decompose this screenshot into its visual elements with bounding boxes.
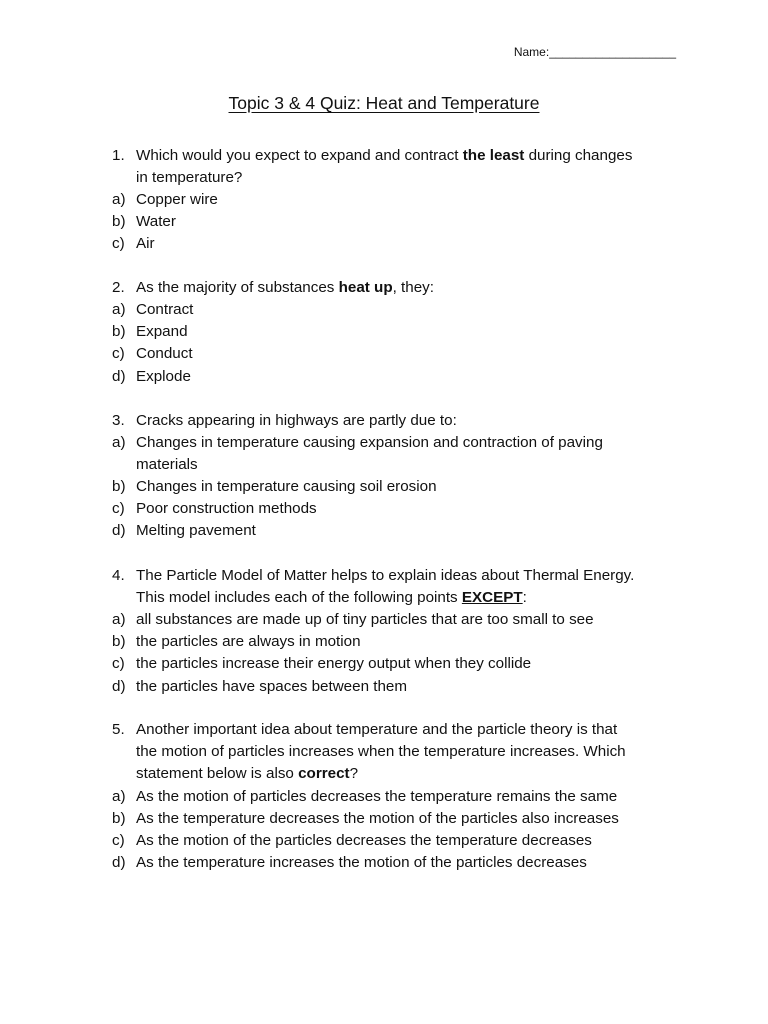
option-label: c) <box>112 832 125 849</box>
option-label: a) <box>112 611 126 628</box>
option-label: a) <box>112 191 126 208</box>
question-1-number: 1. <box>112 147 125 164</box>
emphasis: the least <box>462 147 525 164</box>
question-5-text-cont: the motion of particles increases when the temperature increases. Which <box>136 743 626 760</box>
question-4-text-cont: This model includes each of the following points EXCEPT: <box>136 589 527 606</box>
option-label: c) <box>112 500 125 517</box>
option-label: a) <box>112 434 126 451</box>
option-label: a) <box>112 788 126 805</box>
option-label: b) <box>112 323 126 340</box>
option-label: c) <box>112 345 125 362</box>
question-4-option-d[interactable]: the particles have spaces between them <box>136 678 408 695</box>
question-5-text-cont2: statement below is also correct? <box>136 765 359 782</box>
question-2-option-a[interactable]: Contract <box>136 301 194 318</box>
question-5-option-a[interactable]: As the motion of particles decreases the temperature remains the same <box>136 788 618 805</box>
question-4-option-b[interactable]: the particles are always in motion <box>136 633 361 650</box>
option-label: c) <box>112 235 125 252</box>
page-title: Topic 3 & 4 Quiz: Heat and Temperature <box>228 93 540 113</box>
question-3-option-d[interactable]: Melting pavement <box>136 522 256 539</box>
question-3-number: 3. <box>112 412 125 429</box>
option-label: c) <box>112 655 125 672</box>
question-1-text: Which would you expect to expand and contract the least during changes <box>136 147 633 164</box>
option-label: d) <box>112 678 126 695</box>
question-4-text: The Particle Model of Matter helps to explain ideas about Thermal Energy. <box>136 567 635 584</box>
question-4-option-c[interactable]: the particles increase their energy output when they collide <box>136 655 532 672</box>
option-label: a) <box>112 301 126 318</box>
option-label: d) <box>112 368 126 385</box>
question-3-option-a[interactable]: Changes in temperature causing expansion and contraction of paving <box>136 434 603 451</box>
option-label: b) <box>112 810 126 827</box>
emphasis: correct <box>298 765 350 782</box>
question-3-text: Cracks appearing in highways are partly due to: <box>136 412 457 429</box>
option-label: d) <box>112 522 126 539</box>
question-5-number: 5. <box>112 721 125 738</box>
question-3-option-c[interactable]: Poor construction methods <box>136 500 317 517</box>
question-2-number: 2. <box>112 279 125 296</box>
question-1-option-c[interactable]: Air <box>136 235 155 252</box>
question-3-option-b[interactable]: Changes in temperature causing soil erosion <box>136 478 437 495</box>
question-5-option-b[interactable]: As the temperature decreases the motion of the particles also increases <box>136 810 619 827</box>
question-5-option-d[interactable]: As the temperature increases the motion of the particles decreases <box>136 854 587 871</box>
option-label: d) <box>112 854 126 871</box>
question-1-option-a[interactable]: Copper wire <box>136 191 218 208</box>
question-5-text: Another important idea about temperature and the particle theory is that <box>136 721 618 738</box>
option-label: b) <box>112 633 126 650</box>
question-2-text: As the majority of substances heat up, they: <box>136 279 434 296</box>
question-4-option-a[interactable]: all substances are made up of tiny particles that are too small to see <box>136 611 594 628</box>
emphasis: EXCEPT <box>461 589 523 606</box>
question-1-option-b[interactable]: Water <box>136 213 176 230</box>
option-label: b) <box>112 213 126 230</box>
emphasis: heat up <box>338 279 393 296</box>
question-4-number: 4. <box>112 567 125 584</box>
question-3-option-a-cont[interactable]: materials <box>136 456 198 473</box>
question-2-option-c[interactable]: Conduct <box>136 345 193 362</box>
name-field-label: Name:___________________ <box>513 45 676 59</box>
question-2-option-d[interactable]: Explode <box>136 368 191 385</box>
question-1-text-cont: in temperature? <box>136 169 243 186</box>
question-5-option-c[interactable]: As the motion of the particles decreases the temperature decreases <box>136 832 592 849</box>
option-label: b) <box>112 478 126 495</box>
question-2-option-b[interactable]: Expand <box>136 323 188 340</box>
